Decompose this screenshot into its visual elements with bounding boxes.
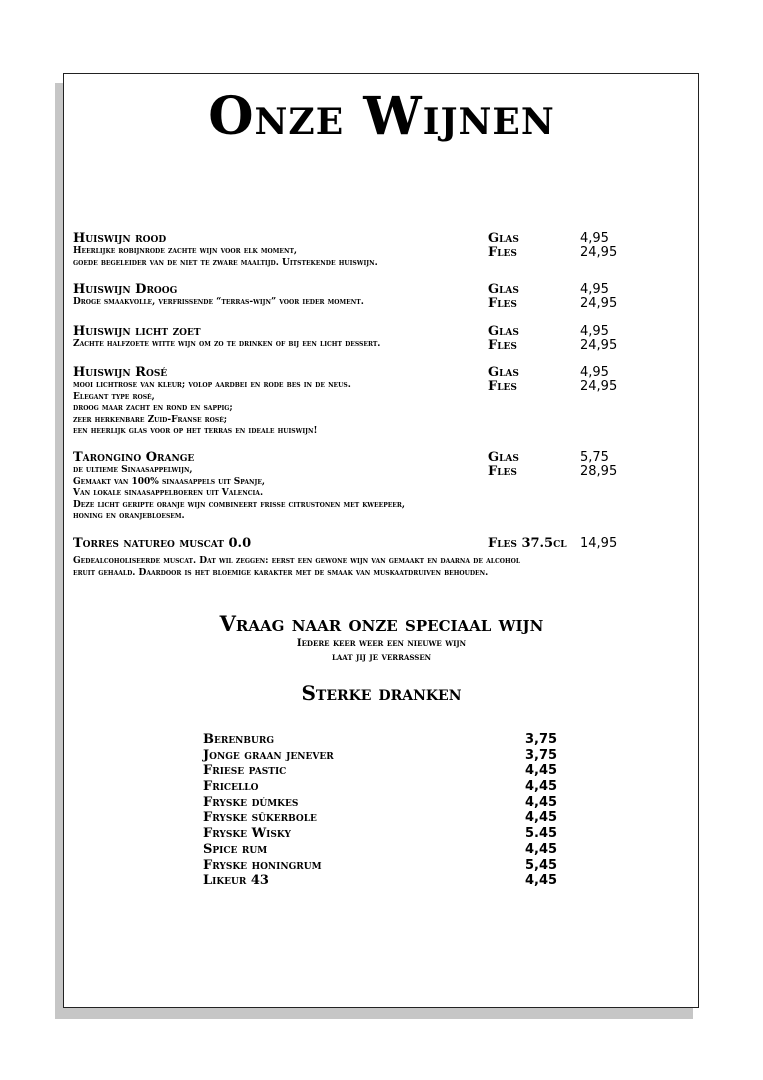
drink-name: Fryske sûkerbole: [203, 810, 317, 826]
drink-name: Friese pastic: [203, 763, 287, 779]
wine-description-line: goede begeleider van de niet te zware maaltijd. Uitstekende huiswijn.: [73, 257, 378, 268]
drink-name: Berenburg: [203, 732, 275, 747]
list-item: [203, 732, 583, 748]
drink-name: Fricello: [203, 779, 259, 795]
special-wine-line: Iedere keer weer een nieuwe wijn: [296, 638, 467, 649]
list-item: [203, 842, 583, 858]
wine-description-line: Deze licht geripte oranje wijn combineert frisse citrustonen met kweepeer,: [73, 499, 405, 510]
wine-description-line: Elegant type rosé,: [73, 391, 155, 402]
price-value: 14,95: [580, 536, 618, 551]
price-unit: Glas: [488, 365, 519, 380]
wine-name: Huiswijn licht zoet: [73, 324, 201, 339]
wine-description-line: honing en oranjebloesem.: [73, 511, 185, 521]
drink-price: 3,75: [525, 732, 558, 747]
list-item: [203, 763, 583, 779]
price-value: 5,75: [580, 450, 609, 465]
drink-price: 4,45: [525, 794, 558, 810]
wine-description-line: Zachte halfzoete witte wijn om zo te drinken of bij een licht dessert.: [73, 339, 381, 349]
price-unit: Glas: [488, 450, 519, 465]
wine-item: [73, 365, 693, 438]
wine-description-line: zeer herkenbare Zuid-Franse rosé;: [73, 414, 228, 425]
price-unit: Fles: [488, 464, 517, 479]
price-value: 28,95: [580, 464, 618, 479]
price-value: 4,95: [580, 324, 609, 339]
price-unit: Fles: [488, 245, 517, 260]
drink-price: 4,45: [525, 763, 558, 779]
wine-item: [73, 536, 693, 579]
list-item: [203, 873, 583, 889]
drink-price: 4,45: [525, 841, 558, 857]
price-unit: Fles: [488, 296, 517, 311]
wine-description-line: eruit gehaald. Daardoor is het bloemige karakter met de smaak van muskaatdruiven behouden.: [73, 567, 489, 578]
wine-name: Huiswijn Droog: [73, 282, 178, 297]
drink-name: Fryske dúmkes: [203, 794, 299, 810]
drink-name: Spice rum: [203, 841, 268, 857]
wine-name: Huiswijn rood: [73, 231, 167, 246]
wine-description-line: Gedealcoholiseerde muscat. Dat wil zeggen: eerst een gewone wijn van gemaakt en daarna de alcohol: [73, 556, 521, 566]
price-unit: Glas: [488, 231, 519, 246]
wine-description-line: mooi lichtrose van kleur; volop aardbei en rode bes in de neus.: [73, 380, 351, 390]
wine-description-line: de ultieme Sinaasappelwijn,: [73, 465, 193, 475]
wine-item: [73, 324, 693, 351]
wine-description-line: droog maar zacht en rond en sappig;: [73, 403, 233, 413]
price-value: 24,95: [580, 296, 618, 311]
price-unit: Fles: [488, 338, 517, 353]
special-wine-line: laat jij je verrassen: [331, 652, 432, 663]
drink-price: 5.45: [525, 826, 558, 842]
wine-name: Torres natureo muscat 0.0: [73, 536, 252, 551]
price-value: 24,95: [580, 338, 618, 353]
price-unit: Fles: [488, 379, 517, 394]
wine-description-line: Van lokale sinaasappelboeren uit Valencia.: [73, 488, 264, 498]
price-unit: Glas: [488, 324, 519, 339]
spirits-list: [203, 732, 583, 889]
price-value: 24,95: [580, 245, 618, 260]
drink-name: Fryske honingrum: [203, 857, 322, 873]
list-item: [203, 748, 583, 764]
drink-name: Fryske Wisky: [203, 826, 291, 842]
list-item: [203, 795, 583, 811]
page-title: Onze Wijnen: [208, 86, 555, 147]
price-value: 4,95: [580, 365, 609, 380]
price-unit: Glas: [488, 282, 519, 297]
wine-description-line: Droge smaakvolle, verfrissende “terras-wijn” voor ieder moment.: [73, 297, 364, 307]
price-value: 24,95: [580, 379, 618, 394]
wine-item: [73, 282, 693, 309]
drink-price: 4,45: [525, 779, 558, 795]
list-item: [203, 810, 583, 826]
wine-name: Tarongino Orange: [73, 450, 195, 465]
list-item: [203, 858, 583, 874]
price-unit: Fles 37.5cl: [488, 536, 567, 551]
wine-description-line: Heerlijke robijnrode zachte wijn voor elk moment,: [73, 246, 298, 256]
list-item: [203, 826, 583, 842]
wine-item: [73, 231, 693, 269]
drink-price: 4,45: [525, 810, 558, 826]
wine-item: [73, 450, 693, 523]
spirits-heading: Sterke dranken: [301, 681, 462, 705]
drink-price: 3,75: [525, 747, 558, 763]
drink-price: 4,45: [525, 873, 558, 889]
list-item: [203, 779, 583, 795]
price-value: 4,95: [580, 231, 609, 246]
wine-name: Huiswijn Rosé: [73, 365, 168, 380]
drink-name: Likeur 43: [203, 873, 269, 889]
special-wine-heading: Vraag naar onze speciaal wijn: [219, 611, 544, 636]
drink-price: 5,45: [525, 857, 558, 873]
drink-name: Jonge graan jenever: [203, 747, 334, 763]
wine-description-line: een heerlijk glas voor op het terras en ideale huiswijn!: [73, 426, 318, 436]
price-value: 4,95: [580, 282, 609, 297]
wine-description-line: Gemaakt van 100% sinaasappels uit Spanje,: [73, 476, 266, 487]
